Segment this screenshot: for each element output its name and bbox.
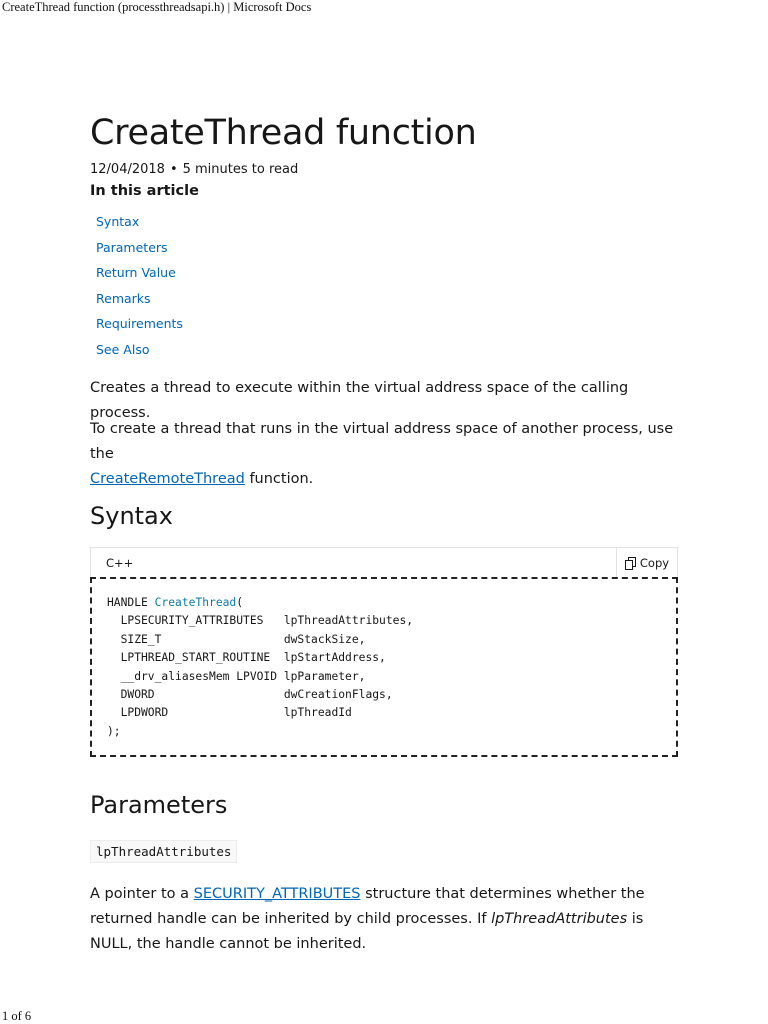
code-header xyxy=(90,547,678,578)
toc-link-syntax[interactable]: Syntax xyxy=(96,214,140,229)
intro-paragraph-1: Creates a thread to execute within the virtual address space of the calling process. xyxy=(90,380,629,421)
copy-label: Copy xyxy=(639,556,670,570)
toc-link-parameters[interactable]: Parameters xyxy=(96,239,168,255)
toc-link-see-also[interactable]: See Also xyxy=(96,341,150,357)
toc-link-remarks[interactable]: Remarks xyxy=(96,290,151,306)
article-meta xyxy=(90,162,298,177)
code-body xyxy=(90,577,678,757)
intro-text: To create a thread that runs in the virtual address space of another process, use the xyxy=(90,421,674,462)
parameter-description xyxy=(90,882,680,957)
toc-link-return-value[interactable]: Return Value xyxy=(96,265,176,281)
intro-text-end: function. xyxy=(249,471,314,487)
code-function-name: CreateThread xyxy=(154,596,237,609)
code-listing xyxy=(107,594,413,741)
security-attributes-link[interactable]: SECURITY_ATTRIBUTES xyxy=(193,886,361,902)
copy-button[interactable] xyxy=(616,548,677,578)
param-desc-start: A pointer to a xyxy=(90,886,190,902)
toc-link-requirements[interactable]: Requirements xyxy=(96,316,183,332)
param-desc-em: lpThreadAttributes xyxy=(491,911,628,927)
toc-heading: In this article xyxy=(90,183,199,199)
meta-separator: • xyxy=(169,162,178,177)
parameter-name: lpThreadAttributes xyxy=(90,840,237,863)
param-desc-mid: structure that determines whether the returned handle can be inherited by child processes. If xyxy=(90,886,645,927)
code-parameters: ( LPSECURITY_ATTRIBUTES lpThreadAttributes, SIZE_T dwStackSize, LPTHREAD_START_ROUTINE lpStartAddress, __drv_aliasesMem LPVOID lpParameter, DWORD dwCreationFlags, LPDWORD lpThreadId ); xyxy=(107,596,414,738)
page-title: CreateThread function xyxy=(90,113,477,153)
table-of-contents xyxy=(96,212,183,366)
copy-icon xyxy=(625,557,637,570)
create-remote-thread-link[interactable]: CreateRemoteThread xyxy=(90,471,245,487)
page-indicator: 1 of 6 xyxy=(2,1009,32,1023)
param-desc-end: is NULL, the handle cannot be inherited. xyxy=(90,911,644,952)
intro-paragraph-2 xyxy=(90,417,680,492)
parameters-heading: Parameters xyxy=(90,791,228,819)
read-time: 5 minutes to read xyxy=(182,162,299,177)
code-language: C++ xyxy=(106,556,134,570)
article-date: 12/04/2018 xyxy=(90,162,165,177)
code-block xyxy=(90,547,678,757)
code-return-type: HANDLE xyxy=(107,596,155,609)
syntax-heading: Syntax xyxy=(90,502,173,530)
print-header: CreateThread function (processthreadsapi.h) | Microsoft Docs xyxy=(2,0,312,14)
